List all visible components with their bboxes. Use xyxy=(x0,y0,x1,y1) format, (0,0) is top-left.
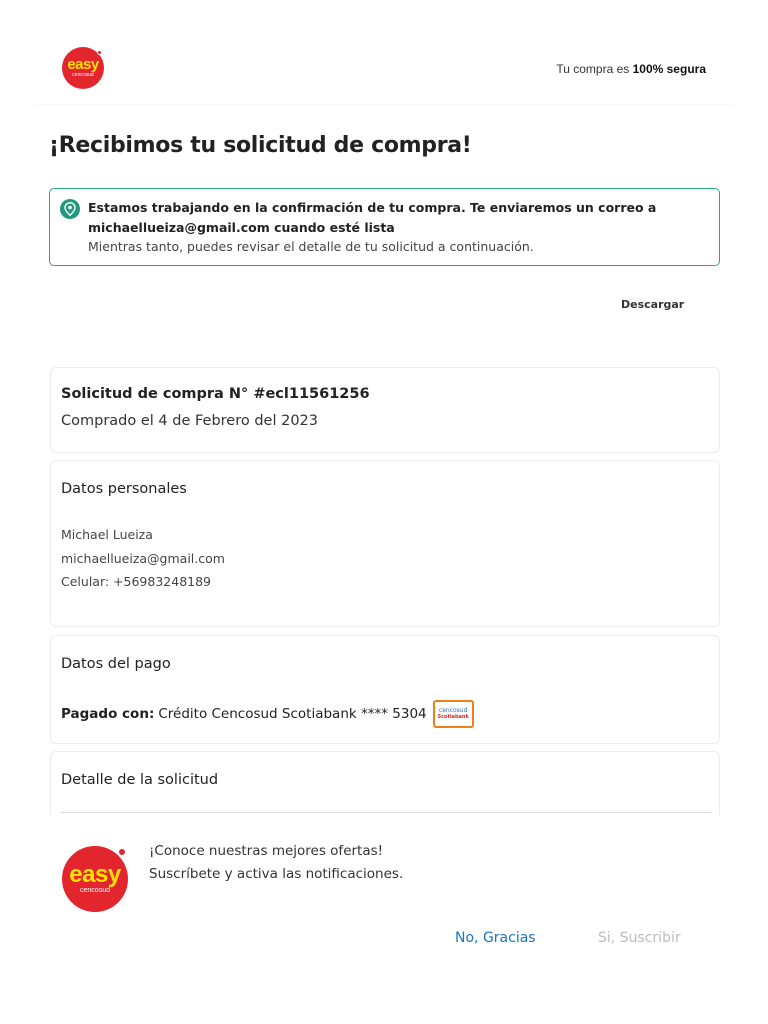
payment-method-line xyxy=(61,700,474,728)
confirmation-notice xyxy=(49,188,720,266)
secure-bold: 100% segura xyxy=(632,62,706,76)
customer-name: Michael Lueiza xyxy=(61,527,153,542)
personal-data-card xyxy=(50,460,720,627)
popup-line-2: Suscríbete y activa las notificaciones. xyxy=(149,866,404,882)
easy-logo[interactable] xyxy=(62,47,104,89)
logo-dot xyxy=(97,50,102,55)
subscribe-button[interactable]: Si, Suscribir xyxy=(598,930,681,946)
order-summary-card xyxy=(50,367,720,453)
detail-heading: Detalle de la solicitud xyxy=(61,772,219,788)
easy-logo-popup xyxy=(62,846,128,912)
card-logo-bottom: Scotiabank xyxy=(437,714,469,720)
personal-info xyxy=(61,523,225,594)
logo-brand-text: easy xyxy=(67,56,99,73)
notice-text xyxy=(88,198,708,256)
secure-prefix: Tu compra es xyxy=(556,62,633,76)
order-detail-card xyxy=(50,751,720,821)
cencosud-scotiabank-card-icon xyxy=(433,700,474,728)
card-logo-top: cencosud xyxy=(438,707,468,714)
order-date: Comprado el 4 de Febrero del 2023 xyxy=(61,413,319,429)
payment-data-card xyxy=(50,635,720,744)
personal-heading: Datos personales xyxy=(61,481,187,497)
popup-logo-sub: cencosud xyxy=(80,886,110,894)
logo-sub-text: cencosud xyxy=(72,72,94,78)
popup-message xyxy=(149,840,403,886)
order-number: Solicitud de compra N° #ecl11561256 xyxy=(61,386,370,402)
decline-button[interactable]: No, Gracias xyxy=(455,930,536,946)
top-header xyxy=(36,26,733,104)
popup-logo-brand: easy xyxy=(69,860,121,888)
secure-purchase-text xyxy=(556,62,706,76)
location-pin-icon xyxy=(60,199,80,219)
payment-label: Pagado con: xyxy=(61,706,155,722)
notice-line-1: Estamos trabajando en la confirmación de tu compra. Te enviaremos un correo a xyxy=(88,200,657,215)
customer-phone: Celular: +56983248189 xyxy=(61,574,212,589)
payment-heading: Datos del pago xyxy=(61,656,171,672)
download-button[interactable]: Descargar xyxy=(621,298,685,311)
payment-method: Crédito Cencosud Scotiabank **** 5304 xyxy=(158,706,427,722)
notice-line-3: Mientras tanto, puedes revisar el detalle de tu solicitud a continuación. xyxy=(88,239,534,254)
detail-divider xyxy=(61,812,711,813)
customer-email: michaellueiza@gmail.com xyxy=(61,550,225,566)
logo-dot xyxy=(118,848,126,856)
popup-line-1: ¡Conoce nuestras mejores ofertas! xyxy=(149,843,384,859)
page-title: ¡Recibimos tu solicitud de compra! xyxy=(49,133,472,158)
notice-line-2: michaellueiza@gmail.com cuando esté lista xyxy=(88,220,395,235)
notification-subscribe-popup xyxy=(36,815,733,1024)
